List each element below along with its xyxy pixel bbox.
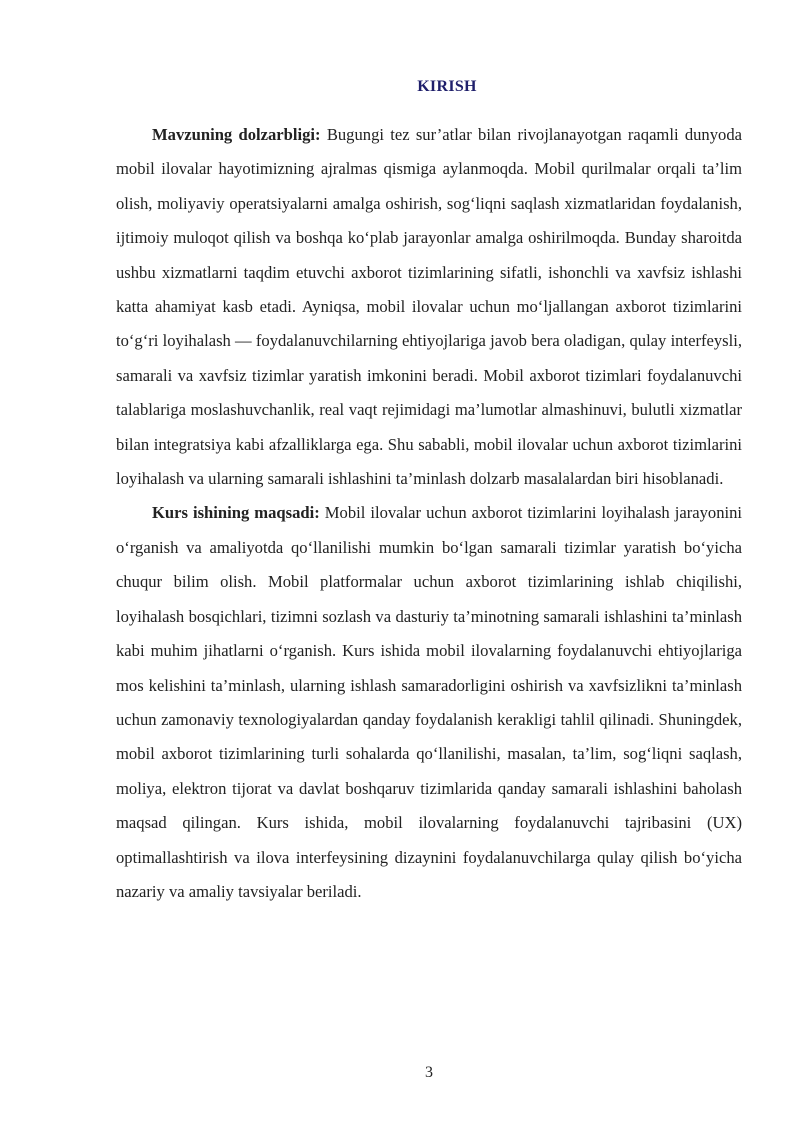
paragraph-text: Mobil ilovalar uchun axborot tizimlarini loyihalash jarayonini o‘rganish va amaliyotda qo‘llanilishi mumkin bo‘lgan samarali tizimlar yaratish bo‘yicha chuqur bilim olish. Mobil platformalar uchun axborot tizimlarining ishlab chiqilishi, loyihalash bosqichlari, tizimni sozlash va dasturiy ta’minotning samarali ishlashini ta’minlash kabi muhim jihatlarni o‘rganish. Kurs ishida mobil ilovalarning foydalanuvchi ehtiyojlariga mos kelishini ta’minlash, ularning ishlash samaradorligini oshirish va xavfsizlikni ta’minlash uchun zamonaviy texnologiyalardan qanday foydalanish kerakligi tahlil qilinadi. Shuningdek, mobil axborot tizimlarining turli sohalarda qo‘llanilishi, masalan, ta’lim, sog‘liqni saqlash, moliya, elektron tijorat va davlat boshqaruv tizimlarida qanday samarali ishlashini baholash maqsad qilingan. Kurs ishida, mobil ilovalarning foydalanuvchi tajribasini (UX) optimallashtirish va ilova interfeysining dizaynini foydalanuvchilarga qulay qilish bo‘yicha nazariy va amaliy tavsiyalar beriladi. bbox=[116, 503, 743, 901]
body-text bbox=[116, 118, 742, 909]
paragraph-lead: Mavzuning dolzarbligi: bbox=[152, 125, 321, 144]
section-heading: KIRISH bbox=[417, 78, 477, 95]
paragraph-relevance bbox=[116, 118, 742, 496]
page-number: 3 bbox=[425, 1064, 433, 1081]
paragraph-lead: Kurs ishining maqsadi: bbox=[152, 503, 320, 523]
paragraph-text: Bugungi tez sur’atlar bilan rivojlanayotgan raqamli dunyoda mobil ilovalar hayotimizning ajralmas qismiga aylanmoqda. Mobil qurilmalar orqali ta’lim olish, moliyaviy operatsiyalarni amalga oshirish, sog‘liqni saqlash xizmatlaridan foydalanish, ijtimoiy muloqot qilish va boshqa ko‘plab jarayonlar amalga oshirilmoqda. Bunday sharoitda ushbu xizmatlarni taqdim etuvchi axborot tizimlarining sifatli, ishonchli va xavfsiz ishlashi katta ahamiyat kasb etadi. Ayniqsa, mobil ilovalar uchun mo‘ljallangan axborot tizimlarini to‘g‘ri loyihalash — foydalanuvchilarning ehtiyojlariga javob bera oladigan, qulay interfeysli, samarali va xavfsiz tizimlar yaratish imkonini beradi. Mobil axborot tizimlari foydalanuvchi talablariga moslashuvchanlik, real vaqt rejimidagi ma’lumotlar almashinuvi, bulutli xizmatlar bilan integratsiya kabi afzalliklarga ega. Shu sababli, mobil ilovalar uchun axborot tizimlarini loyihalash va ularning samarali ishlashini ta’minlash dolzarb masalalardan biri hisoblanadi. bbox=[116, 125, 742, 489]
paragraph-goal bbox=[116, 496, 742, 909]
